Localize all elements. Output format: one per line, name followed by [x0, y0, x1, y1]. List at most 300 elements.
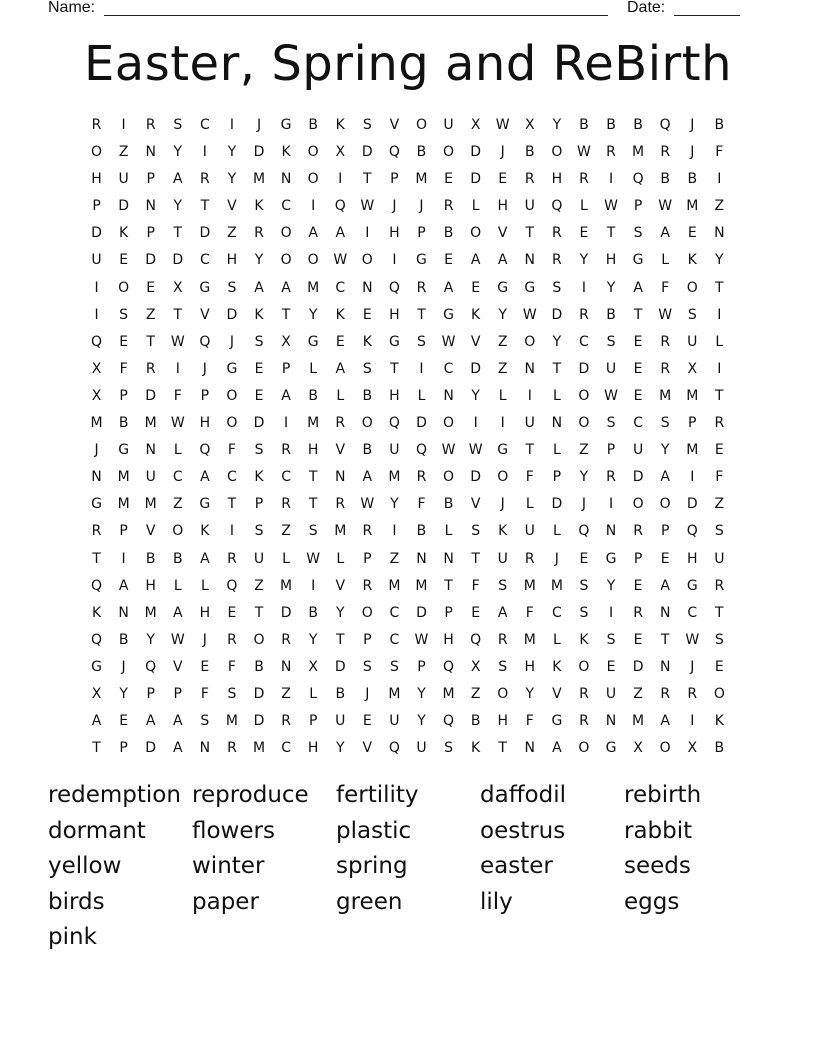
grid-letter: A [335, 360, 346, 377]
grid-letter: O [253, 631, 265, 648]
grid-letter: P [417, 658, 426, 675]
grid-letter: U [389, 713, 400, 730]
grid-letter: B [362, 442, 373, 459]
word-bank-item: yellow [48, 853, 122, 880]
grid-letter: D [632, 658, 644, 675]
grid-letter: N [335, 469, 346, 486]
grid-letter: Q [578, 523, 590, 540]
grid-letter: S [660, 415, 670, 432]
grid-letter: I [175, 360, 180, 377]
grid-letter: D [253, 415, 265, 432]
grid-letter: A [172, 740, 183, 757]
grid-letter: Z [227, 225, 237, 242]
grid-letter: Q [199, 333, 211, 350]
grid-letter: L [525, 496, 534, 513]
grid-letter: D [118, 198, 129, 215]
grid-letter: K [254, 306, 264, 323]
grid-letter: T [92, 550, 101, 567]
grid-letter: Z [172, 496, 183, 513]
grid-letter: P [308, 713, 318, 730]
grid-letter: K [254, 198, 264, 215]
grid-letter: S [417, 333, 426, 350]
grid-letter: M [388, 577, 401, 594]
grid-letter: R [660, 685, 671, 702]
grid-letter: N [551, 415, 563, 432]
grid-letter: O [226, 387, 238, 404]
grid-letter: E [606, 658, 616, 675]
grid-letter: H [199, 604, 211, 621]
grid-letter: R [633, 523, 643, 540]
grid-letter: T [390, 360, 399, 377]
grid-row [83, 247, 733, 274]
grid-letter: I [608, 496, 614, 513]
grid-letter: R [227, 740, 237, 757]
grid-letter: E [579, 550, 589, 567]
grid-letter: K [200, 523, 210, 540]
grid-letter: G [388, 333, 400, 350]
grid-letter: P [606, 442, 616, 459]
grid-letter: S [227, 685, 237, 702]
grid-letter: S [579, 577, 589, 594]
grid-row [83, 708, 733, 735]
grid-letter: M [307, 415, 320, 432]
grid-letter: N [659, 658, 671, 675]
grid-letter: E [633, 333, 643, 350]
grid-letter: Z [281, 685, 291, 702]
grid-letter: T [633, 306, 643, 323]
name-label: Name: [48, 0, 96, 16]
grid-letter: J [419, 198, 424, 215]
word-bank-item: fertility [336, 782, 419, 808]
grid-letter: X [308, 658, 318, 675]
grid-letter: V [470, 496, 481, 513]
grid-letter: B [470, 713, 481, 730]
grid-letter: F [525, 713, 534, 730]
grid-letter: P [146, 171, 155, 188]
grid-row [83, 681, 733, 708]
grid-letter: B [118, 415, 129, 432]
grid-letter: B [714, 117, 725, 133]
grid-letter: Y [227, 144, 237, 161]
grid-letter: I [121, 550, 126, 567]
grid-letter: M [252, 171, 266, 188]
grid-letter: J [581, 496, 587, 513]
grid-letter: M [252, 740, 266, 757]
grid-letter: E [119, 713, 129, 730]
grid-letter: W [441, 333, 456, 350]
grid-letter: V [470, 333, 481, 350]
grid-letter: O [307, 252, 319, 269]
grid-letter: Q [415, 442, 427, 459]
grid-letter: X [687, 740, 698, 757]
date-label: Date: [627, 0, 666, 16]
grid-letter: R [660, 360, 671, 377]
grid-letter: M [686, 442, 699, 459]
grid-letter: D [226, 306, 238, 323]
grid-letter: W [658, 306, 673, 323]
grid-row [83, 518, 733, 545]
grid-letter: F [715, 469, 724, 486]
word-bank-item: lily [480, 888, 513, 915]
grid-letter: C [687, 604, 698, 621]
grid-letter: B [145, 550, 156, 567]
grid-letter: V [335, 577, 346, 594]
grid-row [83, 329, 733, 356]
grid-letter: A [281, 279, 291, 296]
grid-letter: M [307, 279, 320, 296]
grid-letter: H [91, 171, 102, 188]
grid-letter: Y [471, 387, 480, 404]
grid-letter: Z [389, 550, 400, 567]
grid-letter: O [632, 496, 644, 513]
grid-letter: H [443, 631, 454, 648]
grid-letter: B [687, 171, 698, 188]
grid-letter: R [281, 713, 291, 730]
grid-letter: L [309, 685, 318, 702]
grid-letter: D [551, 306, 563, 323]
grid-letter: G [551, 713, 563, 730]
grid-letter: O [361, 252, 373, 269]
grid-letter: J [121, 658, 126, 675]
grid-letter: E [579, 225, 589, 242]
grid-letter: G [307, 333, 319, 350]
grid-letter: M [686, 198, 699, 215]
grid-letter: O [659, 740, 671, 757]
grid-letter: Q [470, 631, 482, 648]
grid-letter: E [335, 333, 345, 350]
grid-letter: M [523, 577, 536, 594]
grid-letter: N [659, 604, 671, 621]
grid-letter: U [145, 469, 156, 486]
grid-letter: N [145, 442, 156, 459]
grid-letter: K [552, 658, 562, 675]
grid-letter: B [254, 658, 264, 675]
grid-letter: V [362, 740, 373, 757]
grid-letter: K [471, 306, 481, 323]
grid-letter: R [281, 496, 291, 513]
grid-letter: M [144, 496, 157, 513]
grid-letter: Z [470, 685, 481, 702]
grid-letter: F [715, 144, 724, 161]
grid-letter: D [253, 685, 265, 702]
grid-letter: Y [119, 685, 128, 702]
grid-letter: O [307, 144, 319, 161]
grid-letter: X [335, 144, 346, 161]
grid-letter: D [253, 144, 265, 161]
grid-letter: I [608, 604, 614, 621]
grid-letter: L [309, 360, 318, 377]
grid-letter: T [525, 442, 535, 459]
grid-letter: H [497, 713, 508, 730]
grid-letter: Q [388, 740, 400, 757]
grid-letter: Q [388, 279, 400, 296]
grid-letter: D [145, 252, 157, 269]
grid-letter: M [632, 144, 645, 161]
grid-letter: D [145, 387, 157, 404]
grid-letter: B [443, 496, 454, 513]
grid-letter: R [145, 117, 156, 133]
grid-letter: N [280, 171, 292, 188]
grid-letter: I [473, 415, 478, 432]
grid-letter: Z [497, 333, 508, 350]
grid-letter: L [715, 333, 724, 350]
grid-letter: T [715, 604, 724, 621]
grid-letter: W [170, 333, 185, 350]
grid-letter: O [226, 415, 238, 432]
grid-letter: M [280, 577, 293, 594]
grid-letter: S [362, 117, 372, 133]
grid-letter: P [119, 523, 128, 540]
grid-letter: P [200, 387, 210, 404]
grid-letter: W [441, 442, 456, 459]
grid-letter: Q [551, 198, 563, 215]
grid-row [83, 220, 733, 247]
grid-letter: D [470, 144, 482, 161]
grid-letter: R [443, 198, 454, 215]
grid-letter: P [173, 685, 182, 702]
grid-letter: N [605, 523, 617, 540]
grid-letter: U [389, 442, 400, 459]
grid-letter: O [497, 685, 509, 702]
grid-letter: B [633, 117, 643, 133]
grid-row [83, 302, 733, 329]
grid-letter: R [606, 144, 616, 161]
grid-letter: Y [606, 279, 616, 296]
grid-letter: U [443, 117, 454, 133]
grid-letter: L [173, 442, 182, 459]
grid-letter: R [416, 279, 427, 296]
grid-letter: Q [388, 415, 400, 432]
grid-letter: U [605, 360, 617, 377]
grid-letter: R [633, 604, 643, 621]
grid-letter: A [172, 713, 183, 730]
grid-letter: P [417, 225, 426, 242]
grid-letter: S [606, 415, 616, 432]
grid-letter: N [524, 360, 536, 377]
grid-letter: S [579, 604, 589, 621]
grid-letter: L [444, 523, 453, 540]
grid-letter: P [688, 415, 697, 432]
grid-letter: V [200, 306, 210, 323]
grid-letter: D [632, 469, 644, 486]
grid-letter: L [336, 550, 345, 567]
grid-letter: U [524, 523, 535, 540]
grid-letter: F [525, 469, 534, 486]
grid-letter: T [363, 171, 372, 188]
grid-letter: N [714, 225, 725, 242]
grid-letter: Q [388, 144, 400, 161]
grid-letter: O [361, 604, 373, 621]
grid-letter: M [415, 171, 428, 188]
grid-letter: P [281, 360, 291, 377]
grid-letter: W [522, 306, 537, 323]
grid-letter: M [388, 469, 401, 486]
grid-letter: N [118, 604, 129, 621]
grid-letter: E [714, 658, 724, 675]
grid-letter: U [497, 550, 508, 567]
grid-letter: A [200, 469, 210, 486]
grid-letter: S [714, 523, 724, 540]
grid-row [83, 600, 733, 627]
grid-letter: Z [714, 496, 725, 513]
grid-letter: C [389, 631, 400, 648]
grid-letter: M [686, 387, 699, 404]
page-title: Easter, Spring and ReBirth [83, 36, 733, 92]
grid-letter: C [172, 469, 183, 486]
grid-letter: E [119, 252, 129, 269]
grid-letter: Q [443, 713, 455, 730]
grid-letter: C [551, 604, 562, 621]
grid-letter: W [306, 550, 321, 567]
grid-letter: L [471, 198, 480, 215]
grid-letter: N [524, 740, 536, 757]
grid-letter: T [715, 279, 724, 296]
grid-letter: M [144, 415, 157, 432]
grid-letter: V [145, 523, 156, 540]
grid-letter: G [605, 550, 617, 567]
grid-letter: M [550, 577, 563, 594]
grid-letter: T [173, 225, 183, 242]
grid-letter: U [118, 171, 129, 188]
grid-letter: D [416, 415, 427, 432]
grid-letter: H [524, 658, 536, 675]
grid-letter: O [686, 279, 698, 296]
grid-letter: Y [146, 631, 155, 648]
grid-letter: H [389, 387, 400, 404]
grid-letter: Y [254, 252, 264, 269]
grid-letter: G [443, 306, 454, 323]
grid-letter: P [390, 171, 399, 188]
grid-letter: G [118, 442, 130, 459]
grid-letter: A [172, 604, 183, 621]
grid-letter: W [577, 144, 591, 161]
grid-letter: F [661, 279, 670, 296]
grid-letter: K [471, 740, 481, 757]
grid-letter: M [225, 713, 238, 730]
grid-letter: H [145, 577, 156, 594]
grid-letter: T [660, 631, 670, 648]
grid-letter: K [119, 225, 129, 242]
grid-letter: J [690, 144, 695, 161]
grid-letter: X [281, 333, 291, 350]
grid-letter: A [308, 225, 318, 242]
grid-letter: D [470, 469, 482, 486]
grid-letter: G [605, 740, 617, 757]
grid-letter: O [443, 415, 455, 432]
grid-letter: K [254, 469, 264, 486]
grid-letter: E [687, 225, 697, 242]
grid-letter: T [606, 225, 616, 242]
grid-letter: U [91, 252, 102, 269]
grid-letter: J [690, 117, 695, 133]
grid-letter: Y [335, 740, 345, 757]
grid-letter: N [416, 550, 427, 567]
grid-letter: R [199, 171, 210, 188]
grid-letter: K [714, 713, 724, 730]
grid-letter: Z [633, 685, 643, 702]
grid-letter: I [121, 117, 126, 133]
grid-letter: J [202, 360, 207, 377]
word-bank [48, 778, 768, 956]
grid-letter: E [660, 550, 670, 567]
grid-letter: N [145, 144, 156, 161]
grid-letter: M [334, 523, 347, 540]
grid-letter: K [687, 252, 697, 269]
grid-letter: I [311, 198, 316, 215]
grid-letter: T [146, 333, 155, 350]
grid-letter: A [552, 740, 562, 757]
grid-letter: G [632, 252, 644, 269]
grid-letter: F [471, 577, 480, 594]
grid-row [83, 410, 733, 437]
grid-row [83, 464, 733, 491]
grid-letter: G [226, 360, 238, 377]
grid-letter: V [335, 442, 346, 459]
word-bank-item: easter [480, 853, 553, 880]
grid-letter: D [253, 713, 265, 730]
grid-row [83, 654, 733, 681]
grid-letter: D [416, 604, 427, 621]
word-bank-item: daffodil [480, 782, 566, 808]
grid-letter: E [200, 658, 210, 675]
grid-letter: M [659, 387, 672, 404]
grid-letter: I [717, 306, 722, 323]
grid-letter: S [606, 631, 616, 648]
grid-letter: W [360, 496, 375, 513]
grid-letter: Y [227, 171, 237, 188]
grid-letter: M [90, 415, 103, 432]
grid-letter: T [417, 306, 426, 323]
grid-letter: R [362, 577, 373, 594]
name-line [104, 15, 608, 16]
grid-letter: V [497, 225, 508, 242]
grid-letter: I [717, 171, 722, 188]
grid-letter: A [362, 469, 373, 486]
grid-letter: O [172, 523, 184, 540]
grid-letter: S [308, 523, 318, 540]
grid-letter: W [468, 442, 483, 459]
grid-letter: Z [254, 577, 264, 594]
grid-letter: H [307, 740, 319, 757]
grid-letter: S [714, 631, 724, 648]
grid-row [83, 735, 733, 762]
grid-letter: G [416, 252, 427, 269]
grid-letter: E [254, 387, 264, 404]
grid-row [83, 166, 733, 193]
grid-letter: K [281, 144, 291, 161]
grid-letter: R [660, 144, 671, 161]
grid-letter: U [524, 415, 535, 432]
grid-letter: E [444, 171, 453, 188]
grid-letter: O [470, 225, 482, 242]
grid-letter: L [552, 631, 561, 648]
grid-letter: X [633, 740, 643, 757]
grid-letter: D [91, 225, 102, 242]
grid-letter: L [200, 577, 209, 594]
grid-letter: I [229, 117, 234, 133]
grid-letter: F [525, 604, 534, 621]
grid-letter: P [660, 523, 670, 540]
grid-letter: I [500, 415, 505, 432]
grid-letter: O [361, 415, 373, 432]
grid-letter: K [91, 604, 102, 621]
grid-letter: E [362, 306, 372, 323]
grid-letter: R [281, 631, 291, 648]
grid-letter: R [227, 550, 237, 567]
grid-letter: P [552, 469, 562, 486]
grid-letter: K [335, 306, 345, 323]
grid-letter: A [145, 713, 156, 730]
